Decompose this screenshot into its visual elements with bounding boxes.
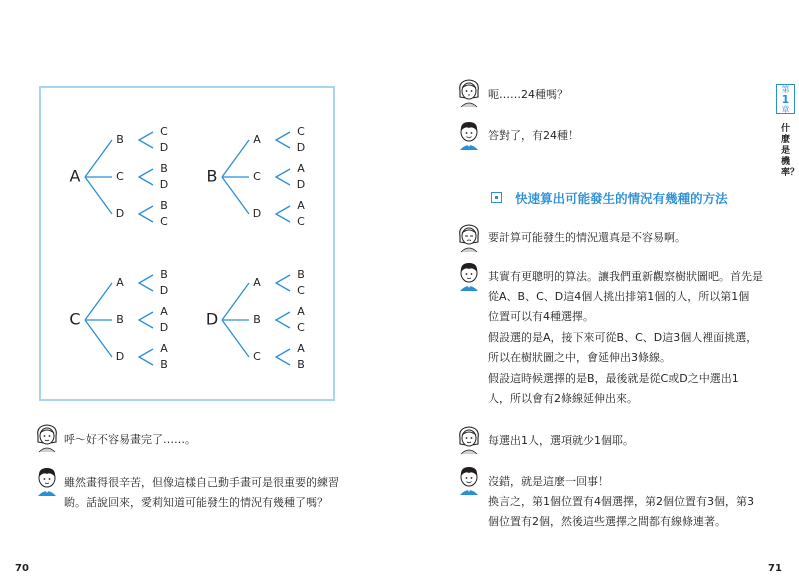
tree-leaf-label: A — [297, 162, 305, 175]
dialogue-girl-2: 呃……24種嗎？ — [488, 88, 568, 101]
tree-branch-label: A — [253, 133, 261, 146]
tree-leaf-lines — [276, 206, 290, 222]
tree-leaf-label: B — [160, 268, 168, 281]
tree-leaf-lines — [139, 169, 153, 185]
tree-leaf-label: B — [160, 162, 168, 175]
page-number-right: 71 — [768, 563, 782, 574]
tree-leaf-label: A — [297, 342, 305, 355]
dialogue-boy-4-line3: 個位置有2個，然後這些選擇之間都有線條連著。 — [488, 515, 726, 528]
tree-branch-line — [85, 283, 112, 320]
tree-branch-line — [85, 140, 112, 177]
tree-leaf-label: D — [159, 284, 169, 297]
tree-branch-label: D — [115, 350, 125, 363]
tree-leaf-label: D — [296, 141, 306, 154]
dialogue-girl-1: 呼～好不容易畫完了……。 — [64, 433, 196, 446]
tree-leaf-lines — [276, 349, 290, 365]
dialogue-boy-1-line2: 喲。話說回來，愛莉知道可能發生的情況有幾種了嗎？ — [64, 496, 328, 509]
tree-leaf-label: B — [297, 358, 305, 371]
tree-branch-line — [222, 283, 249, 320]
section-title: 快速算出可能發生的情況有幾種的方法 — [515, 191, 728, 206]
dialogue-boy-3-line7: 人，所以會有2條線延伸出來。 — [488, 392, 638, 405]
boy-avatar — [456, 119, 482, 151]
dialogue-boy-3-line2: 從A、B、C、D這4個人挑出排第1個的人，所以第1個 — [488, 290, 750, 303]
tree-leaf-label: D — [159, 321, 169, 334]
tree-branch-line — [222, 320, 249, 357]
dialogue-boy-3-line1: 其實有更聰明的算法。讓我們重新觀察樹狀圖吧。首先是 — [488, 270, 763, 283]
dialogue-boy-3-line6: 假設這時候選擇的是B，最後就是從C或D之中選出1 — [488, 372, 739, 385]
dialogue-girl-4: 每選出1人，選項就少1個耶。 — [488, 434, 634, 447]
tree-root-label: B — [206, 166, 218, 186]
page-number-left: 70 — [15, 563, 29, 574]
tree-branch-label: C — [116, 170, 124, 183]
tree-leaf-label: C — [297, 284, 305, 297]
tree-leaf-lines — [276, 312, 290, 328]
girl-avatar — [456, 424, 482, 456]
chapter-label-box — [776, 84, 795, 114]
tree-branch-label: A — [116, 276, 124, 289]
tree-branch-line — [222, 177, 249, 214]
tree-branch-label: D — [252, 207, 262, 220]
chapter-title: 什麼是機率？ — [781, 124, 799, 178]
tree-branch-label: C — [253, 350, 261, 363]
tree-leaf-lines — [139, 312, 153, 328]
tree-leaf-label: B — [160, 199, 168, 212]
girl-avatar — [456, 77, 482, 109]
dialogue-boy-1-line1: 雖然畫得很辛苦，但像這樣自己動手畫可是很重要的練習 — [64, 476, 339, 489]
tree-leaf-label: B — [160, 358, 168, 371]
dialogue-boy-3-line4: 假設選的是A，接下來可從B、C、D這3個人裡面挑選， — [488, 331, 758, 344]
tree-branch-label: A — [253, 276, 261, 289]
chapter-prefix-top: 第 — [781, 85, 790, 94]
tree-branch-label: B — [116, 313, 124, 326]
dialogue-boy-4-line2: 換言之，第1個位置有4個選擇，第2個位置有3個，第3 — [488, 495, 754, 508]
tree-leaf-label: A — [297, 199, 305, 212]
tree-leaf-label: C — [297, 125, 305, 138]
tree-leaf-label: A — [160, 342, 168, 355]
tree-leaf-label: C — [160, 125, 168, 138]
chapter-number: 1 — [781, 93, 790, 106]
boy-avatar — [456, 464, 482, 496]
tree-leaf-label: D — [159, 178, 169, 191]
tree-leaf-label: D — [296, 178, 306, 191]
tree-branch-label: B — [253, 313, 261, 326]
dialogue-boy-4-line1: 沒錯，就是這麼一回事！ — [488, 475, 609, 488]
tree-branch-label: C — [253, 170, 261, 183]
boy-avatar — [456, 260, 482, 292]
tree-leaf-lines — [276, 169, 290, 185]
chapter-tab — [776, 84, 799, 274]
section-heading — [491, 188, 728, 207]
tree-leaf-label: A — [297, 305, 305, 318]
tree-diagram — [41, 88, 337, 403]
tree-leaf-lines — [139, 206, 153, 222]
tree-branch-label: D — [115, 207, 125, 220]
dialogue-girl-3: 要計算可能發生的情況還真是不容易啊。 — [488, 231, 686, 244]
dialogue-boy-2: 答對了，有24種！ — [488, 129, 579, 142]
tree-leaf-label: A — [160, 305, 168, 318]
tree-leaf-label: C — [160, 215, 168, 228]
tree-branch-line — [85, 177, 112, 214]
tree-leaf-lines — [276, 132, 290, 148]
tree-root-label: D — [205, 309, 219, 329]
tree-leaf-label: D — [159, 141, 169, 154]
girl-avatar — [34, 422, 60, 454]
tree-branch-line — [85, 320, 112, 357]
chapter-prefix-bottom: 章 — [781, 105, 790, 114]
tree-leaf-lines — [139, 132, 153, 148]
tree-root-label: C — [69, 309, 81, 329]
tree-leaf-lines — [139, 275, 153, 291]
tree-leaf-lines — [276, 275, 290, 291]
tree-leaf-lines — [139, 349, 153, 365]
boy-avatar — [34, 465, 60, 497]
girl-avatar — [456, 222, 482, 254]
dialogue-boy-3-line5: 所以在樹狀圖之中，會延伸出3條線。 — [488, 351, 671, 364]
tree-leaf-label: C — [297, 321, 305, 334]
tree-leaf-label: C — [297, 215, 305, 228]
tree-branch-line — [222, 140, 249, 177]
tree-diagram-box — [39, 86, 335, 401]
tree-leaf-label: B — [297, 268, 305, 281]
tree-root-label: A — [69, 166, 81, 186]
dialogue-boy-3-line3: 位置可以有4種選擇。 — [488, 310, 594, 323]
section-marker-icon — [491, 192, 502, 203]
tree-branch-label: B — [116, 133, 124, 146]
